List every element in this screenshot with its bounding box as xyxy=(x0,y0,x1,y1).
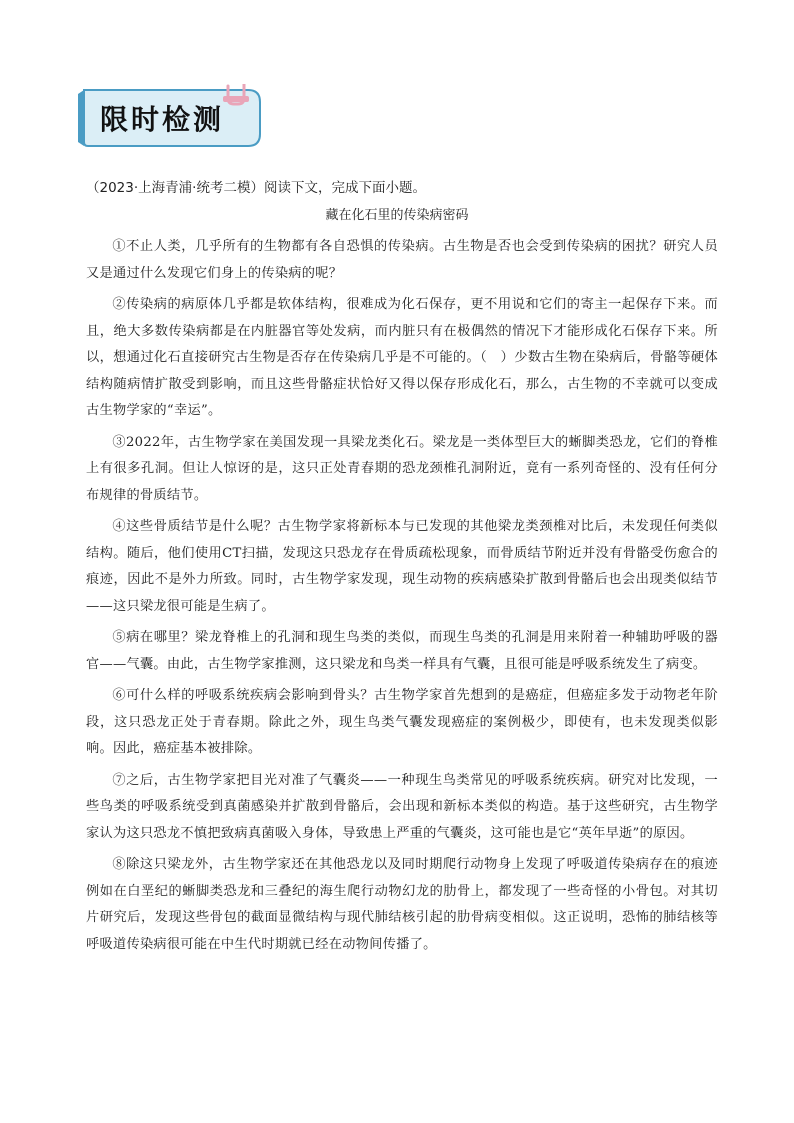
article-body xyxy=(86,234,718,963)
paragraph-6: ⑥可什么样的呼吸系统疾病会影响到骨头？古生物学家首先想到的是癌症，但癌症多发于动物老年阶段，这只恐龙正处于青春期。除此之外，现生鸟类气囊发现癌症的案例极少，即使有，也未发现类似影响。因此，癌症基本被排除。 xyxy=(86,688,718,756)
paragraph-7: ⑦之后，古生物学家把目光对准了气囊炎——一种现生鸟类常见的呼吸系统疾病。研究对比发现，一些鸟类的呼吸系统受到真菌感染并扩散到骨骼后，会出现和新标本类似的构造。基于这些研究，古生物学家认为这只恐龙不慎把致病真菌吸入身体，导致患上严重的气囊炎，这可能也是它“英年早逝”的原因。 xyxy=(86,772,718,841)
question-source: （2023·上海青浦·统考二模）阅读下文，完成下面小题。 xyxy=(86,180,426,196)
paragraph-4: ④这些骨质结节是什么呢？古生物学家将新标本与已发现的其他梁龙类颈椎对比后，未发现任何类似结构。随后，他们使用CT扫描，发现这只恐龙存在骨质疏松现象，而骨质结节附近并没有骨骼受伤愈合的痕迹，因此不是外力所致。同时，古生物学家发现，现生动物的疾病感染扩散到骨骼后也会出现类似结节——这只梁龙很可能是生病了。 xyxy=(86,519,718,614)
paragraph-1: ①不止人类，几乎所有的生物都有各自恐惧的传染病。古生物是否也会受到传染病的困扰？研究人员又是通过什么发现它们身上的传染病的呢？ xyxy=(86,239,718,281)
paragraph-2: ②传染病的病原体几乎都是软体结构，很难成为化石保存，更不用说和它们的寄主一起保存下来。而且，绝大多数传染病都是在内脏器官等处发病，而内脏只有在极偶然的情况下才能形成化石保存下来。所以，想通过化石直接研究古生物是否存在传染病几乎是不可能的。（ ）少数古生物在染病后，骨骼等硬体结构随病情扩散受到影响，而且这些骨骼症状恰好又得以保存形成化石，那么，古生物的不幸就可以变成古生物学家的“幸运”。 xyxy=(86,297,718,418)
paragraph-8: ⑧除这只梁龙外，古生物学家还在其他恐龙以及同时期爬行动物身上发现了呼吸道传染病存在的痕迹例如在白垩纪的蜥脚类恐龙和三叠纪的海生爬行动物幻龙的肋骨上，都发现了一些奇怪的小骨包。对其切片研究后，发现这些骨包的截面显微结构与现代肺结核引起的肋骨病变相似。这正说明，恐怖的肺结核等呼吸道传染病很可能在中生代时期就已经在动物间传播了。 xyxy=(86,857,718,952)
section-title: 限时检测 xyxy=(100,103,225,136)
paragraph-3: ③2022年，古生物学家在美国发现一具梁龙类化石。梁龙是一类体型巨大的蜥脚类恐龙，它们的脊椎上有很多孔洞。但让人惊讶的是，这只正处青春期的恐龙颈椎孔洞附近，竟有一系列奇怪的、没有任何分布规律的骨质结节。 xyxy=(86,434,718,503)
paragraph-5: ⑤病在哪里？梁龙脊椎上的孔洞和现生鸟类的类似，而现生鸟类的孔洞是用来附着一种辅助呼吸的器官——气囊。由此，古生物学家推测，这只梁龙和鸟类一样具有气囊，且很可能是呼吸系统发生了病变。 xyxy=(86,630,718,672)
article-title: 藏在化石里的传染病密码 xyxy=(325,208,469,223)
